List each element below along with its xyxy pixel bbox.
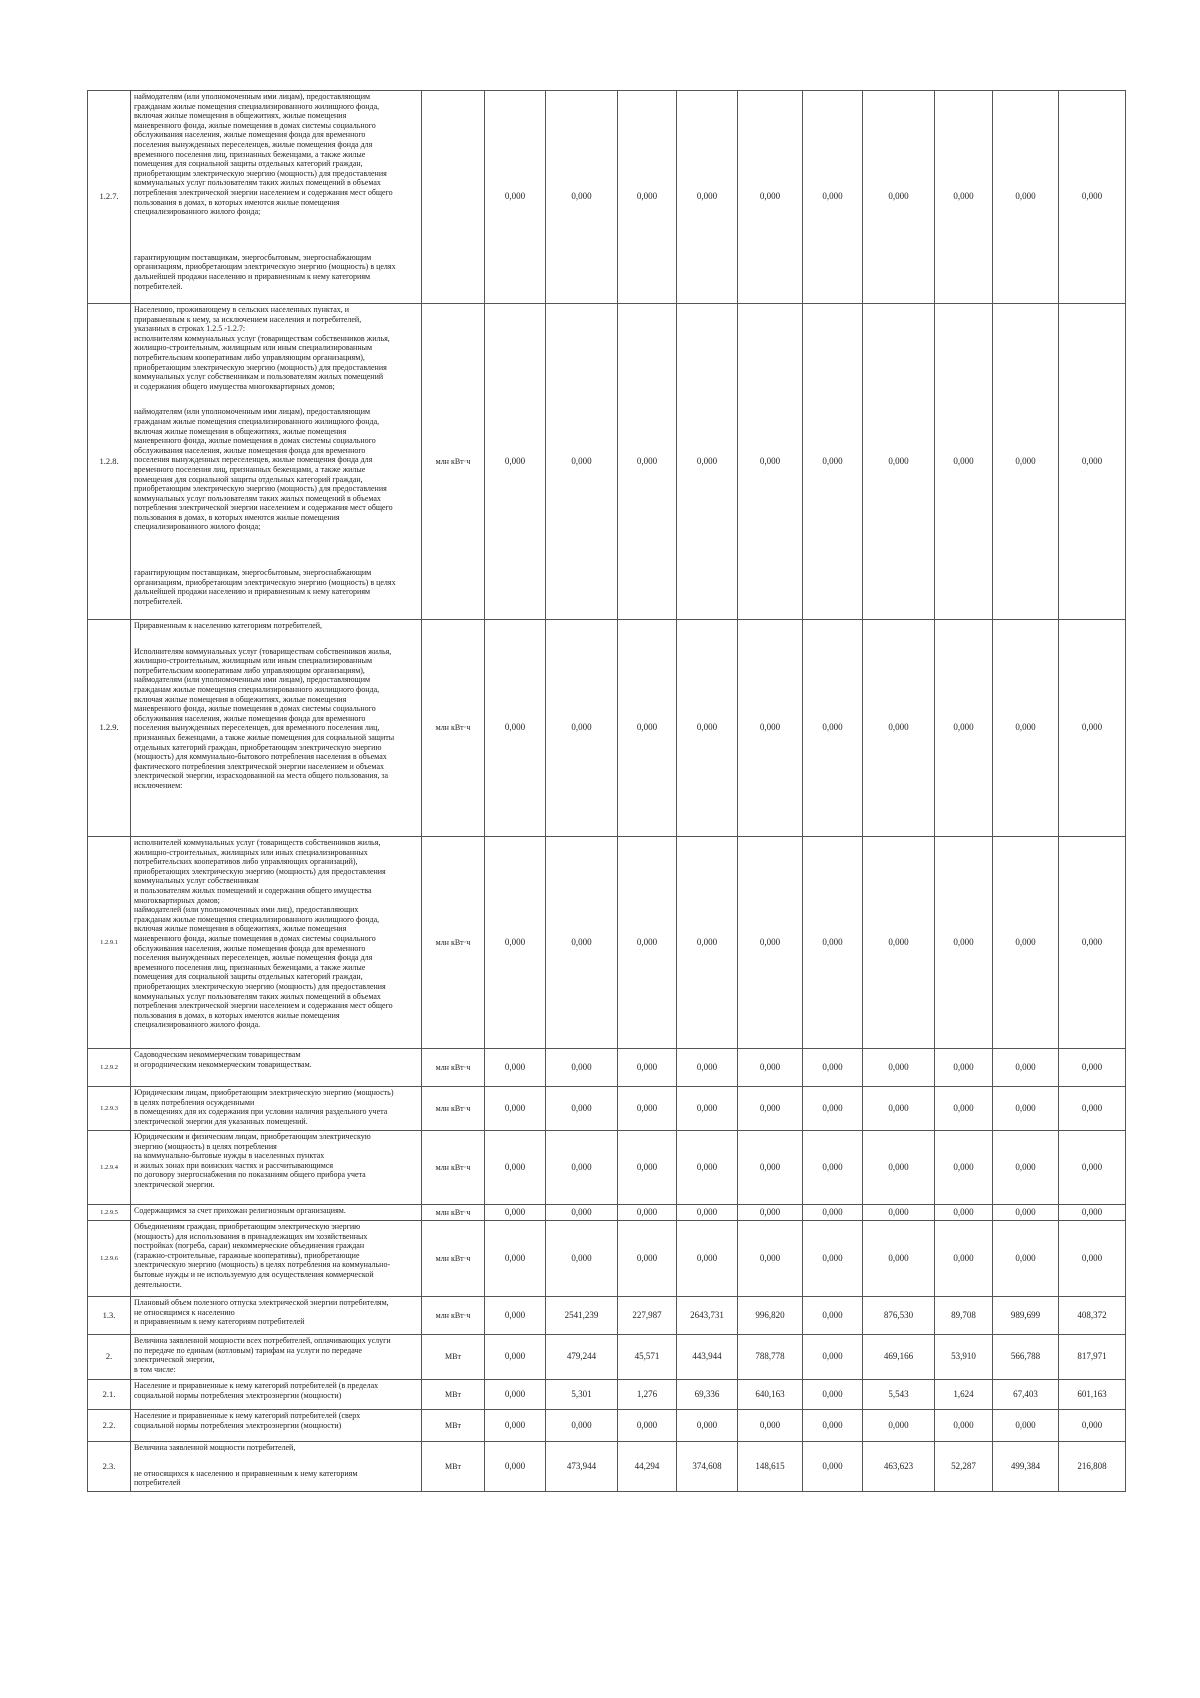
value-cell: 0,000	[738, 304, 803, 620]
value-cell: 0,000	[546, 1087, 618, 1131]
row-description	[131, 1221, 422, 1297]
value-cell: 0,000	[935, 620, 993, 837]
value-cell: 0,000	[993, 1049, 1059, 1087]
value-cell: 0,000	[993, 1087, 1059, 1131]
value-cell: 0,000	[803, 304, 863, 620]
value-cell: 0,000	[1059, 837, 1126, 1049]
value-cell: 216,808	[1059, 1442, 1126, 1492]
value-cell: 0,000	[618, 1049, 677, 1087]
value-cell: 0,000	[546, 620, 618, 837]
value-cell: 0,000	[738, 620, 803, 837]
value-cell: 0,000	[935, 1087, 993, 1131]
table-row	[88, 91, 1126, 304]
value-cell: 0,000	[618, 1131, 677, 1205]
value-cell: 0,000	[803, 1410, 863, 1442]
row-description	[131, 1087, 422, 1131]
description-paragraph: наймодателям (или уполномоченным ими лицам), предоставляющим гражданам жилые помещения специализированного жилищного фонда, включая жилые помещения в общежитиях, жилые помещения маневренного фонда, жилые помещения в домах системы социального обслуживания населения, жилые помещения фонда для временного поселения вынужденных переселенцев, жилые помещения фонда для временного поселения лиц, признанных беженцами, а также жилые помещения для социальной защиты отдельных категорий граждан, приобретающим электрическую энергию (мощность) для предоставления коммунальных услуг пользователям таких жилых помещений в объемах потребления электрической энергии населением и содержания мест общего пользования в домах, в которых имеются жилые помещения специализированного жилого фонда;	[134, 92, 393, 217]
value-cell: 0,000	[618, 1410, 677, 1442]
value-cell: 0,000	[738, 1221, 803, 1297]
value-cell: 0,000	[677, 1087, 738, 1131]
value-cell: 5,543	[863, 1380, 935, 1410]
table-row	[88, 1335, 1126, 1380]
value-cell: 0,000	[863, 304, 935, 620]
value-cell: 0,000	[803, 1221, 863, 1297]
value-cell: 0,000	[993, 837, 1059, 1049]
value-cell: 0,000	[738, 1131, 803, 1205]
value-cell: 0,000	[863, 1087, 935, 1131]
value-cell: 0,000	[935, 1049, 993, 1087]
value-cell: 0,000	[738, 1205, 803, 1221]
value-cell: 0,000	[485, 837, 546, 1049]
value-cell: 0,000	[863, 620, 935, 837]
table-row	[88, 1297, 1126, 1335]
row-code: 2.2.	[88, 1410, 131, 1442]
value-cell: 463,623	[863, 1442, 935, 1492]
value-cell: 0,000	[485, 1221, 546, 1297]
value-cell: 0,000	[935, 1131, 993, 1205]
value-cell: 0,000	[485, 304, 546, 620]
value-cell: 148,615	[738, 1442, 803, 1492]
value-cell: 67,403	[993, 1380, 1059, 1410]
row-unit: МВт	[422, 1380, 485, 1410]
value-cell: 227,987	[618, 1297, 677, 1335]
row-description	[131, 1297, 422, 1335]
row-description	[131, 1131, 422, 1205]
tariff-table	[87, 90, 1126, 1492]
value-cell: 0,000	[803, 1442, 863, 1492]
table-row	[88, 1205, 1126, 1221]
value-cell: 0,000	[738, 1087, 803, 1131]
description-paragraph: не относящихся к населению и приравненным к нему категориям потребителей	[134, 1468, 358, 1488]
row-code: 1.3.	[88, 1297, 131, 1335]
table-row	[88, 620, 1126, 837]
description-paragraph: Приравненным к населению категориям потребителей,	[134, 621, 323, 630]
value-cell: 0,000	[485, 1131, 546, 1205]
value-cell: 876,530	[863, 1297, 935, 1335]
value-cell: 0,000	[677, 304, 738, 620]
value-cell: 0,000	[863, 91, 935, 304]
value-cell: 0,000	[618, 837, 677, 1049]
row-unit: млн кВт·ч	[422, 1205, 485, 1221]
table-row	[88, 1087, 1126, 1131]
value-cell: 566,788	[993, 1335, 1059, 1380]
description-paragraph: Объединениям граждан, приобретающим электрическую энергию (мощность) для использования в принадлежащих им хозяйственных постройках (погреба, сараи) некоммерческие объединения граждан (гаражно-строительные, гаражные кооперативы), приобретающие электрическую энергию (мощность) в целях потребления на коммунально- бытовые нужды и не используемую для осуществления коммерческой деятельности.	[134, 1222, 391, 1289]
value-cell: 0,000	[677, 91, 738, 304]
row-unit: млн кВт·ч	[422, 1221, 485, 1297]
row-code: 2.	[88, 1335, 131, 1380]
description-paragraph: Величина заявленной мощности потребителей,	[134, 1443, 296, 1452]
value-cell: 0,000	[618, 1087, 677, 1131]
value-cell: 1,624	[935, 1380, 993, 1410]
description-paragraph: исполнителей коммунальных услуг (товариществ собственников жилья, жилищно-строительных, жилищных или иных специализированных потребительских кооперативов либо управляющих организаций), приобретающих электрическую энергию (мощность) для предоставления коммунальных услуг собственникам и пользователям жилых помещений и содержания общего имущества многоквартирных домов; наймодателей (или уполномоченных ими лиц), предоставляющих гражданам жилые помещения специализированного жилищного фонда, включая жилые помещения в общежитиях, жилые помещения маневренного фонда, жилые помещения в домах системы социального обслуживания населения, жилые помещения фонда для временного поселения вынужденных переселенцев, жилые помещения фонда для временного поселения лиц, признанных беженцами, а также жилые помещения для социальной защиты отдельных категорий граждан, приобретающих электрическую энергию (мощность) для предоставления коммунальных услуг пользователям таких жилых помещений в объемах потребления электрической энергии населением и содержания мест общего пользования в домах, в которых имеются жилые помещения специализированного жилого фонда.	[134, 838, 393, 1030]
value-cell: 0,000	[546, 91, 618, 304]
value-cell: 0,000	[546, 1205, 618, 1221]
description-paragraph: Величина заявленной мощности всех потребителей, оплачивающих услуги по передаче по единым (котловым) тарифам на услуги по передаче электрической энергии, в том числе:	[134, 1336, 391, 1374]
value-cell: 0,000	[803, 1205, 863, 1221]
description-paragraph: Население и приравненные к нему категорий потребителей (сверх социальной нормы потребления электроэнергии (мощности)	[134, 1411, 361, 1430]
value-cell: 0,000	[1059, 1205, 1126, 1221]
description-paragraph: Юридическим лицам, приобретающим электрическую энергию (мощность) в целях потребления осужденными в помещениях для их содержания при условии наличия раздельного учета электрической энергии для указанных помещений.	[134, 1088, 394, 1126]
table-row	[88, 1131, 1126, 1205]
value-cell: 0,000	[677, 1221, 738, 1297]
value-cell: 0,000	[1059, 1221, 1126, 1297]
row-description	[131, 91, 422, 304]
value-cell: 0,000	[863, 1410, 935, 1442]
table-row	[88, 1410, 1126, 1442]
value-cell: 996,820	[738, 1297, 803, 1335]
value-cell: 89,708	[935, 1297, 993, 1335]
value-cell: 0,000	[546, 1410, 618, 1442]
value-cell: 0,000	[485, 1380, 546, 1410]
value-cell: 0,000	[546, 1221, 618, 1297]
table-row	[88, 837, 1126, 1049]
value-cell: 408,372	[1059, 1297, 1126, 1335]
row-description	[131, 1410, 422, 1442]
value-cell: 0,000	[1059, 91, 1126, 304]
row-unit: млн кВт·ч	[422, 1049, 485, 1087]
row-unit	[422, 91, 485, 304]
value-cell: 499,384	[993, 1442, 1059, 1492]
description-paragraph: Юридическим и физическим лицам, приобретающим электрическую энергию (мощность) в целях потребления на коммунально-бытовые нужды в населенных пунктах и жилых зонах при воинских частях и рассчитывающимся по договору энергоснабжения по показаниям общего прибора учета электрической энергии.	[134, 1132, 371, 1189]
value-cell: 0,000	[618, 1221, 677, 1297]
value-cell: 473,944	[546, 1442, 618, 1492]
description-paragraph: Плановый объем полезного отпуска электрической энергии потребителям, не относящимся к населению и приравненным к нему категориям потребителей	[134, 1298, 389, 1327]
value-cell: 0,000	[993, 1131, 1059, 1205]
table-row	[88, 1049, 1126, 1087]
value-cell: 0,000	[677, 620, 738, 837]
row-unit: МВт	[422, 1410, 485, 1442]
value-cell: 0,000	[863, 1221, 935, 1297]
description-paragraph: наймодателям (или уполномоченным ими лицам), предоставляющим гражданам жилые помещения специализированного жилищного фонда, включая жилые помещения в общежитиях, жилые помещения маневренного фонда, жилые помещения в домах системы социального обслуживания населения, жилые помещения фонда для временного поселения вынужденных переселенцев, жилые помещения фонда для временного поселения лиц, признанных беженцами, а также жилые помещения для социальной защиты отдельных категорий граждан, приобретающим электрическую энергию (мощность) для предоставления коммунальных услуг пользователям таких жилых помещений в объемах потребления электрической энергии населением и содержания мест общего пользования в домах, в которых имеются жилые помещения специализированного жилого фонда;	[134, 407, 393, 532]
value-cell: 0,000	[803, 1380, 863, 1410]
value-cell: 0,000	[1059, 1131, 1126, 1205]
value-cell: 0,000	[803, 1087, 863, 1131]
value-cell: 0,000	[803, 1131, 863, 1205]
value-cell: 0,000	[863, 1205, 935, 1221]
description-paragraph: гарантирующим поставщикам, энергосбытовым, энергоснабжающим организациям, приобретающим электрическую энергию (мощность) в целях дальнейшей продажи населению и приравненным к нему категориям потребителей.	[134, 568, 396, 606]
value-cell: 0,000	[863, 837, 935, 1049]
value-cell: 0,000	[935, 837, 993, 1049]
value-cell: 0,000	[485, 1410, 546, 1442]
description-paragraph: Садоводческим некоммерческим товариществам и огородническим некоммерческим товариществам.	[134, 1050, 312, 1069]
value-cell: 0,000	[677, 1410, 738, 1442]
value-cell: 0,000	[546, 1131, 618, 1205]
value-cell: 0,000	[993, 91, 1059, 304]
row-description	[131, 1335, 422, 1380]
value-cell: 0,000	[618, 620, 677, 837]
value-cell: 0,000	[738, 91, 803, 304]
row-code: 1.2.9.4	[88, 1131, 131, 1205]
description-paragraph: гарантирующим поставщикам, энергосбытовым, энергоснабжающим организациям, приобретающим электрическую энергию (мощность) в целях дальнейшей продажи населению и приравненным к нему категориям потребителей.	[134, 252, 396, 291]
value-cell: 0,000	[935, 1410, 993, 1442]
value-cell: 0,000	[485, 91, 546, 304]
value-cell: 0,000	[677, 837, 738, 1049]
value-cell: 0,000	[935, 1205, 993, 1221]
value-cell: 0,000	[485, 1087, 546, 1131]
value-cell: 0,000	[935, 304, 993, 620]
value-cell: 0,000	[485, 1335, 546, 1380]
value-cell: 0,000	[738, 1410, 803, 1442]
value-cell: 0,000	[546, 1049, 618, 1087]
row-unit: МВт	[422, 1442, 485, 1492]
value-cell: 0,000	[803, 1297, 863, 1335]
value-cell: 640,163	[738, 1380, 803, 1410]
row-code: 1.2.9.	[88, 620, 131, 837]
value-cell: 0,000	[1059, 304, 1126, 620]
value-cell: 2541,239	[546, 1297, 618, 1335]
value-cell: 0,000	[738, 1049, 803, 1087]
value-cell: 989,699	[993, 1297, 1059, 1335]
value-cell: 0,000	[485, 1297, 546, 1335]
value-cell: 53,910	[935, 1335, 993, 1380]
description-paragraph: Населению, проживающему в сельских населенных пунктах, и приравненным к нему, за исключением населения и потребителей, указанных в строках 1.2.5 -1.2.7: исполнителям коммунальных услуг (товариществам собственников жилья, жилищно-строительным, жилищным или иным специализированным потребительским кооперативам либо управляющим организациям), приобретающим электрическую энергию (мощность) для предоставления коммунальных услуг собственникам и пользователям жилых помещений и содержания общего имущества многоквартирных домов;	[134, 305, 390, 391]
value-cell: 0,000	[935, 91, 993, 304]
table-row	[88, 1442, 1126, 1492]
value-cell: 0,000	[863, 1049, 935, 1087]
value-cell: 45,571	[618, 1335, 677, 1380]
value-cell: 0,000	[803, 620, 863, 837]
tariff-table-sheet	[87, 90, 1125, 1492]
value-cell: 0,000	[803, 837, 863, 1049]
description-paragraph: Население и приравненные к нему категорий потребителей (в пределах социальной нормы потребления электроэнергии (мощности)	[134, 1381, 379, 1400]
row-description	[131, 1205, 422, 1221]
value-cell: 44,294	[618, 1442, 677, 1492]
value-cell: 374,608	[677, 1442, 738, 1492]
value-cell: 443,944	[677, 1335, 738, 1380]
value-cell: 0,000	[618, 91, 677, 304]
value-cell: 52,287	[935, 1442, 993, 1492]
row-description	[131, 620, 422, 837]
value-cell: 0,000	[1059, 620, 1126, 837]
value-cell: 0,000	[546, 304, 618, 620]
row-code: 1.2.8.	[88, 304, 131, 620]
value-cell: 479,244	[546, 1335, 618, 1380]
row-code: 1.2.9.5	[88, 1205, 131, 1221]
row-code: 1.2.7.	[88, 91, 131, 304]
row-description	[131, 304, 422, 620]
row-code: 1.2.9.1	[88, 837, 131, 1049]
value-cell: 788,778	[738, 1335, 803, 1380]
table-row	[88, 304, 1126, 620]
value-cell: 0,000	[993, 620, 1059, 837]
row-code: 1.2.9.2	[88, 1049, 131, 1087]
value-cell: 5,301	[546, 1380, 618, 1410]
value-cell: 0,000	[1059, 1087, 1126, 1131]
row-description	[131, 1380, 422, 1410]
value-cell: 0,000	[485, 1442, 546, 1492]
value-cell: 0,000	[1059, 1049, 1126, 1087]
value-cell: 601,163	[1059, 1380, 1126, 1410]
value-cell: 0,000	[803, 1049, 863, 1087]
value-cell: 0,000	[993, 1205, 1059, 1221]
row-unit: млн кВт·ч	[422, 1087, 485, 1131]
row-unit: млн кВт·ч	[422, 837, 485, 1049]
row-description	[131, 837, 422, 1049]
row-unit: млн кВт·ч	[422, 620, 485, 837]
value-cell: 0,000	[993, 1221, 1059, 1297]
description-paragraph: Исполнителям коммунальных услуг (товариществам собственников жилья, жилищно-строительным, жилищным или иным специализированным потребительским кооперативам либо управляющим организациям), наймодателям (или уполномоченным ими лицам), предоставляющим гражданам жилые помещения специализированного жилищного фонда, включая жилые помещения в общежитиях, жилые помещения маневренного фонда, жилые помещения в домах системы социального обслуживания населения, жилые помещения фонда для временного поселения вынужденных переселенцев, для временного поселения лиц, признанных беженцами, а также жилые помещения для социальной защиты отдельных категорий граждан, приобретающим электрическую энергию (мощность) для коммунально-бытового потребления населения в объемах фактического потребления электрической энергии населением и объемах электрической энергии, израсходованной на места общего пользования, за исключением:	[134, 646, 395, 790]
row-code: 1.2.9.3	[88, 1087, 131, 1131]
value-cell: 0,000	[485, 1205, 546, 1221]
row-unit: млн кВт·ч	[422, 1297, 485, 1335]
value-cell: 0,000	[485, 620, 546, 837]
table-row	[88, 1221, 1126, 1297]
row-unit: МВт	[422, 1335, 485, 1380]
value-cell: 0,000	[677, 1131, 738, 1205]
table-row	[88, 1380, 1126, 1410]
value-cell: 0,000	[1059, 1410, 1126, 1442]
description-paragraph: Содержащимся за счет прихожан религиозным организациям.	[134, 1206, 346, 1215]
row-code: 2.1.	[88, 1380, 131, 1410]
value-cell: 0,000	[677, 1205, 738, 1221]
value-cell: 0,000	[618, 304, 677, 620]
value-cell: 817,971	[1059, 1335, 1126, 1380]
value-cell: 469,166	[863, 1335, 935, 1380]
table-body	[88, 91, 1126, 1492]
value-cell: 0,000	[863, 1131, 935, 1205]
value-cell: 0,000	[803, 91, 863, 304]
value-cell: 69,336	[677, 1380, 738, 1410]
value-cell: 0,000	[485, 1049, 546, 1087]
value-cell: 0,000	[618, 1205, 677, 1221]
row-code: 2.3.	[88, 1442, 131, 1492]
value-cell: 2643,731	[677, 1297, 738, 1335]
value-cell: 0,000	[935, 1221, 993, 1297]
row-description	[131, 1049, 422, 1087]
row-code: 1.2.9.6	[88, 1221, 131, 1297]
value-cell: 1,276	[618, 1380, 677, 1410]
value-cell: 0,000	[803, 1335, 863, 1380]
row-description	[131, 1442, 422, 1492]
row-unit: млн кВт·ч	[422, 304, 485, 620]
value-cell: 0,000	[993, 304, 1059, 620]
value-cell: 0,000	[546, 837, 618, 1049]
row-unit: млн кВт·ч	[422, 1131, 485, 1205]
value-cell: 0,000	[738, 837, 803, 1049]
value-cell: 0,000	[993, 1410, 1059, 1442]
value-cell: 0,000	[677, 1049, 738, 1087]
